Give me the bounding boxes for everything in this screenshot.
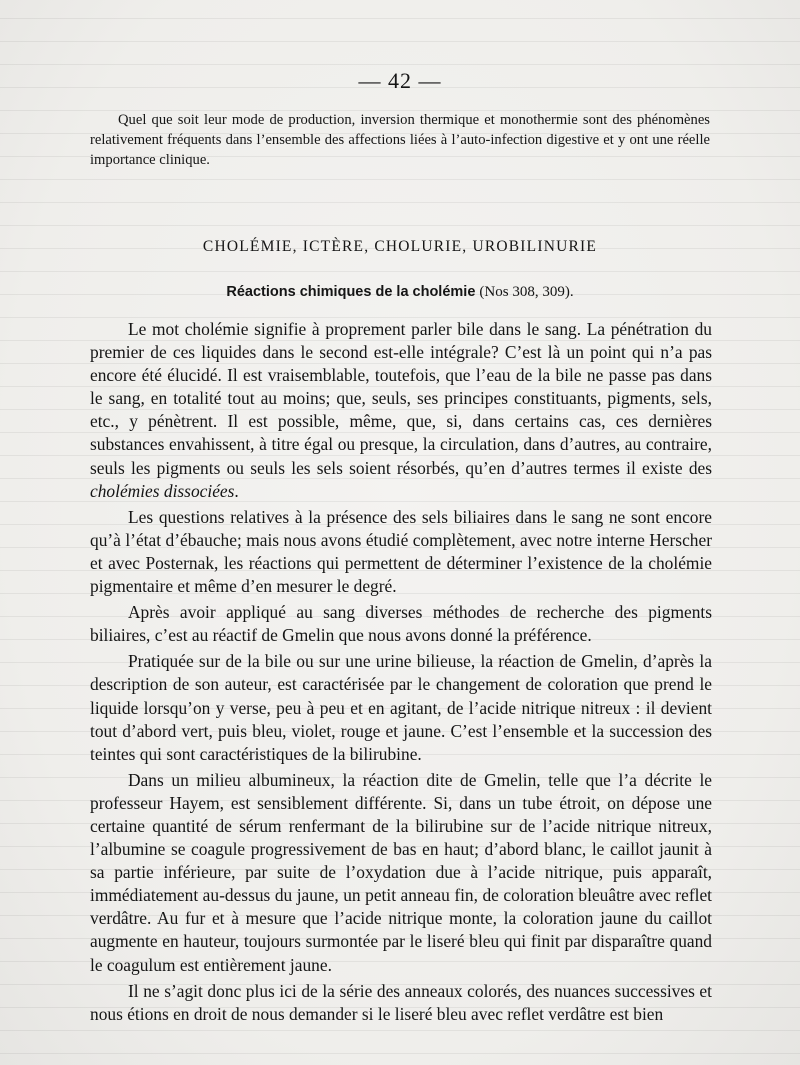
paragraph-sels-biliaires: Les questions relatives à la présence des sels biliaires dans le sang ne sont encore qu’à l’état d’ébauche; mais nous avons étudié complètement, avec notre interne Herscher et avec Posternak, les réactions qui permettent de déterminer l’existence de la cholémie pigmentaire et même d’en mesurer le degré. — [90, 506, 712, 597]
paragraph-anneaux-colores: Il ne s’agit donc plus ici de la série des anneaux colorés, des nuances successives et nous étions en droit de nous demander si le liseré bleu avec reflet verdâtre est bien — [90, 980, 712, 1024]
paragraph-milieu-albumineux: Dans un milieu albumineux, la réaction dite de Gmelin, telle que l’a décrite le professeur Hayem, est sensiblement différente. Si, dans un tube étroit, on dépose une certaine quantité de sérum renfermant de la bilirubine sur de l’acide nitrique nitreux, l’albumine se coagule progressivement de bas en haut; d’abord blanc, le caillot jaunit à sa partie inférieure, par suite de l’oxydation due à l’acide nitrique, puis apparaît, immédiatement au-dessus du jaune, un petit anneau fin, de coloration bleuâtre avec reflet verdâtre. Au fur et à mesure que l’acide nitrique monte, la coloration jaune du caillot augmente en hauteur, toujours surmontée par le liseré bleu qui finit par disparaître quand le coagulum est entièrement jaune. — [90, 769, 712, 975]
section-title: CHOLÉMIE, ICTÈRE, CHOLURIE, UROBILINURIE — [202, 238, 598, 255]
paragraph-reaction-description: Pratiquée sur de la bile ou sur une urine bilieuse, la réaction de Gmelin, d’après la description de son auteur, est caractérisée par le changement de coloration que prend le liquide lorsqu’on y verse, peu à peu et en agitant, de l’acide nitrique nitreux : il devient tout d’abord vert, puis bleu, violet, rouge et jaune. C’est l’ensemble et la succession des teintes qui sont caractéristiques de la bilirubine. — [90, 651, 712, 764]
paragraph-text-end: . — [234, 480, 239, 501]
subsection-reference: (Nos 308, 309). — [479, 284, 574, 300]
subsection-title — [0, 284, 800, 301]
intro-paragraph: Quel que soit leur mode de production, inversion thermique et monothermie sont des phénomènes relativement fréquents dans l’ensemble des affections liées à l’auto-infection digestive et y ont une réelle importance clinique. — [90, 112, 710, 168]
paragraph-text: Le mot cholémie signifie à proprement parler bile dans le sang. La pénétration du premier de ces liquides dans le second est-elle intégrale? C’est là un point qui n’a pas encore été élucidé. Il est vraisemblable, toutefois, que l’eau de la bile ne passe pas dans le sang, en totalité tout au moins; que, seuls, ses principes constituants, pigments, sels, etc., y pénètrent. Il est possible, même, que, si, dans certains cas, ces dernières substances envahissent, à titre égal ou presque, la circulation, dans d’autres, au contraire, seuls les pigments ou seuls les sels soient résorbés, qu’en d’autres termes il existe des — [90, 319, 712, 478]
paragraph-cholemie-definition — [90, 318, 712, 503]
emphasized-term: cholémies dissociées — [90, 480, 235, 501]
body-text — [90, 318, 712, 1029]
paragraph-reactif-gmelin: Après avoir appliqué au sang diverses méthodes de recherche des pigments biliaires, c’est au réactif de Gmelin que nous avons donné la préférence. — [90, 602, 712, 646]
subsection-title-text: Réactions chimiques de la cholémie — [226, 284, 476, 300]
page-number: — 42 — — [358, 68, 442, 93]
